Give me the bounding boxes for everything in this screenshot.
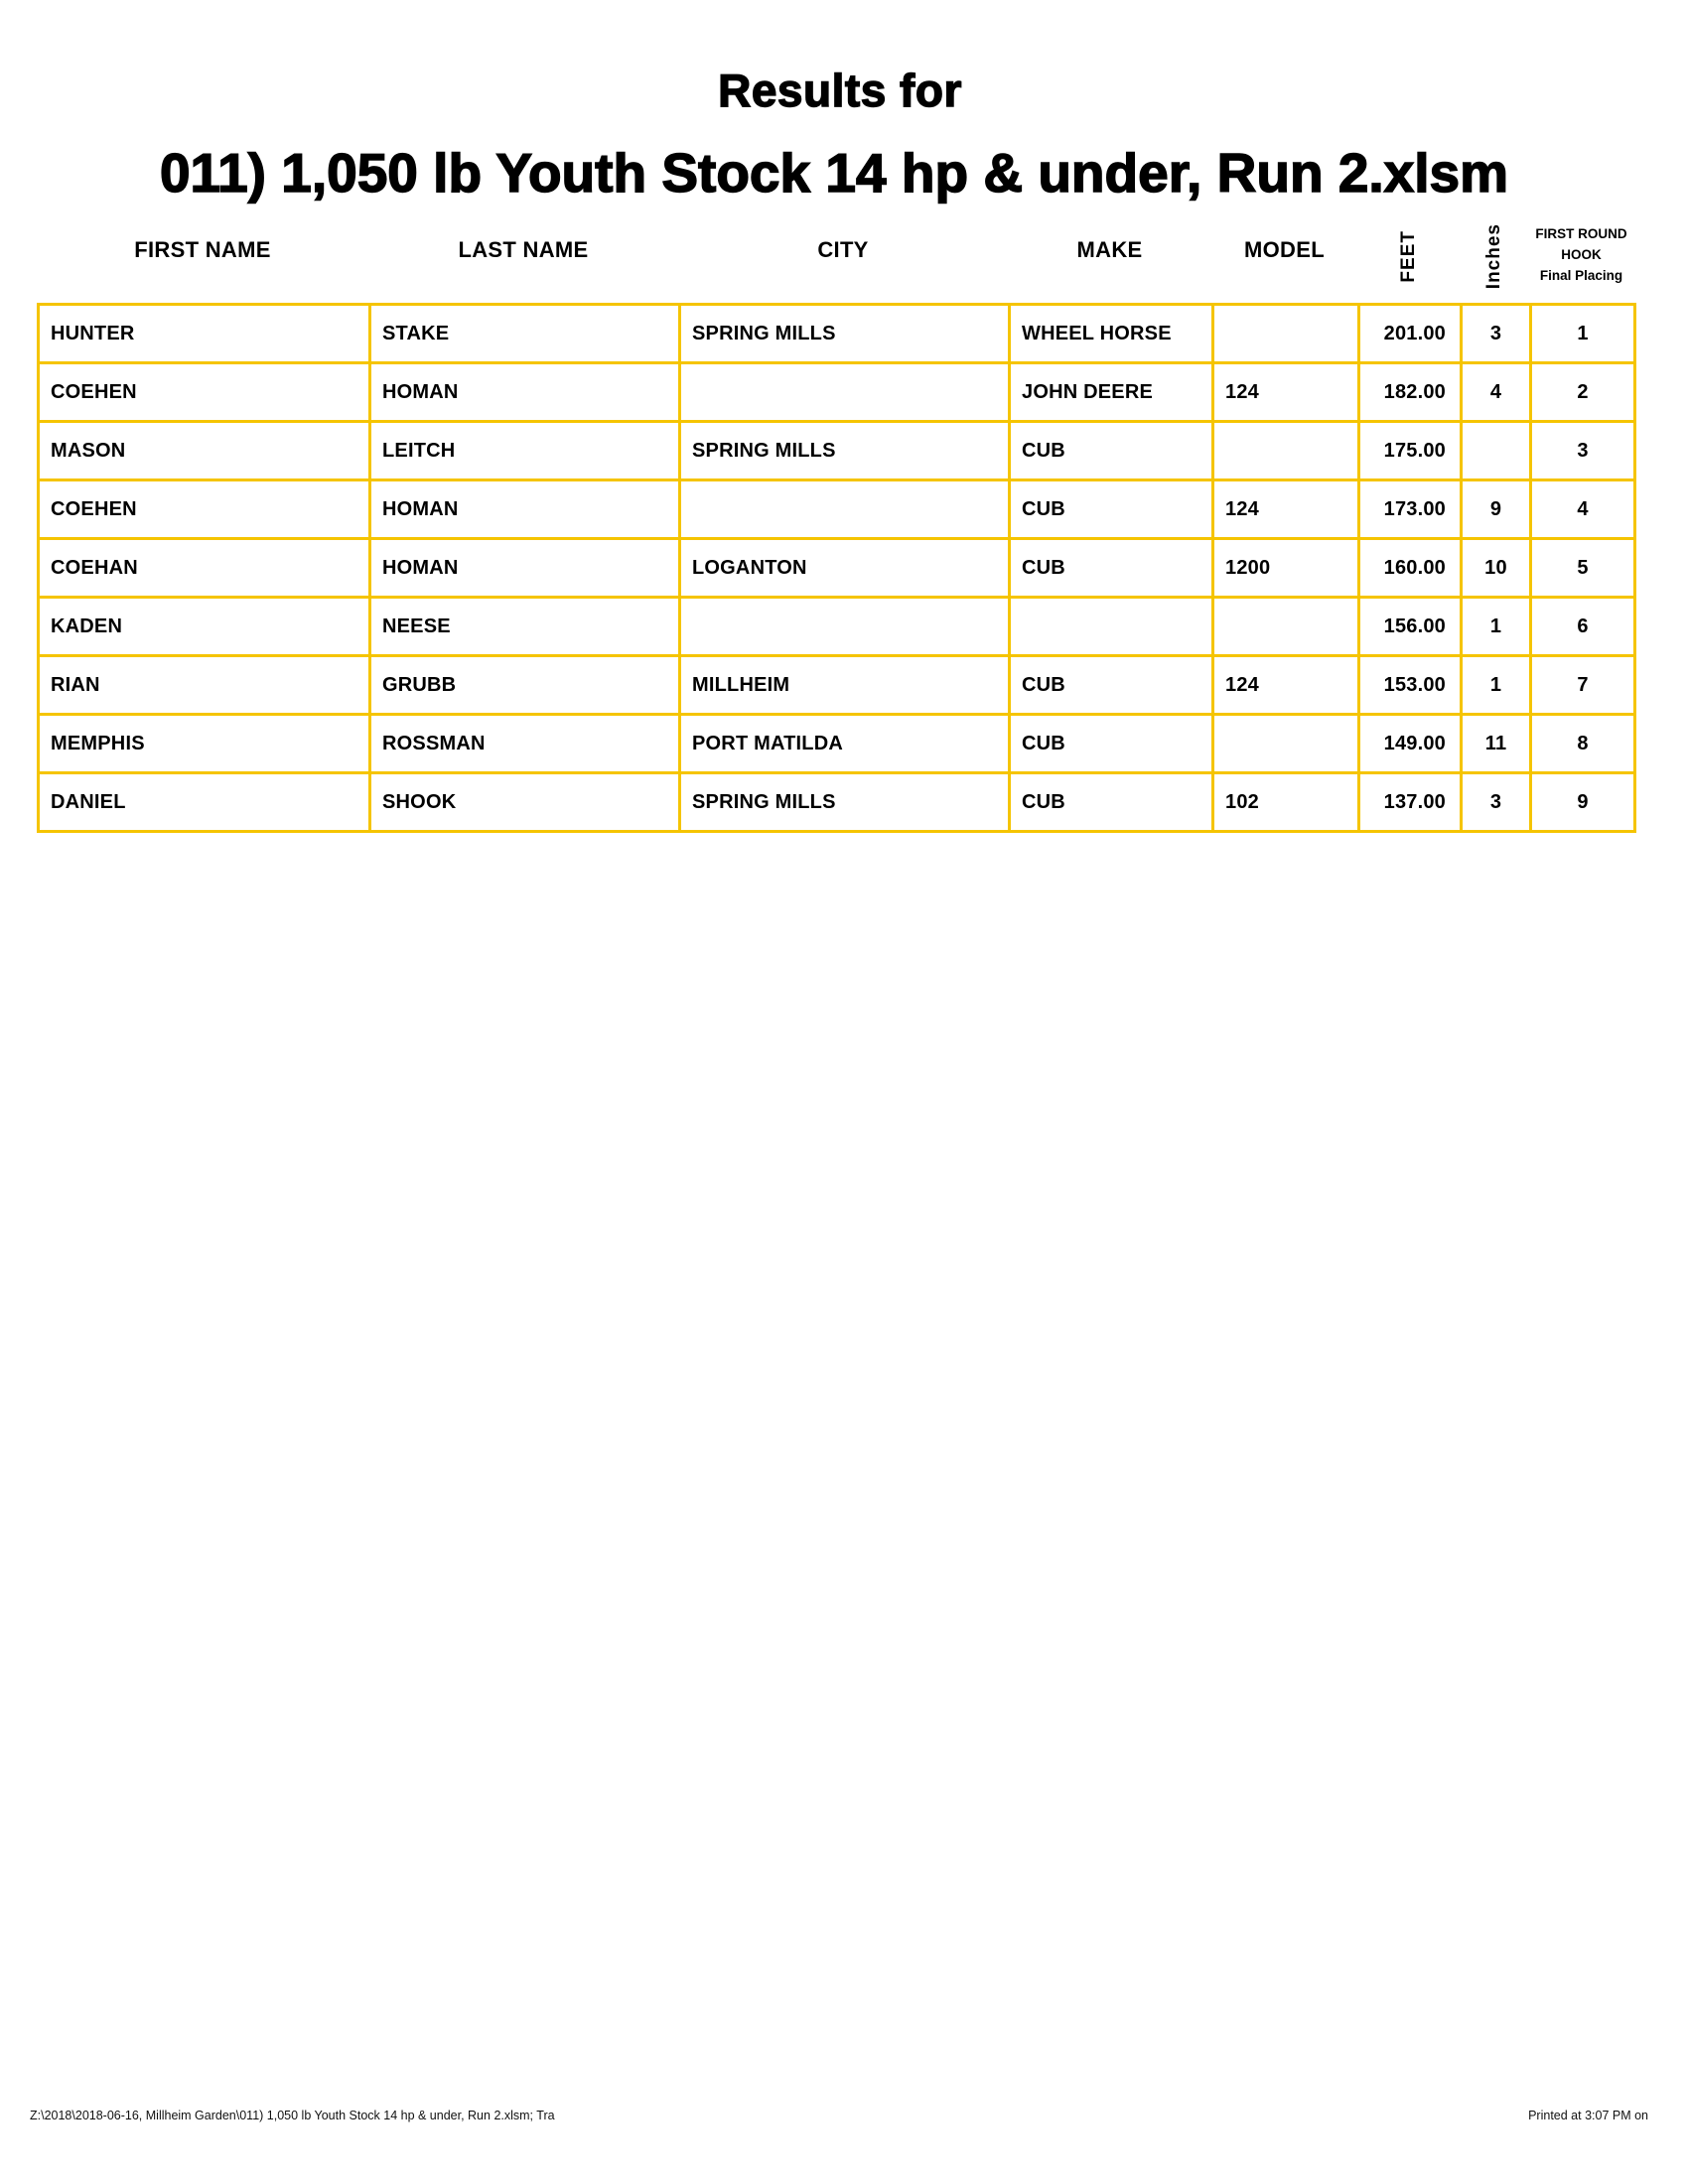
make-cell: [1010, 598, 1213, 656]
page-title: Results for: [718, 65, 962, 116]
placing-cell: 5: [1531, 539, 1635, 598]
table-row: [39, 715, 1635, 773]
column-header-city: CITY: [817, 237, 869, 262]
inches-cell: 11: [1462, 715, 1531, 773]
column-header-hook-line2: HOOK: [1561, 247, 1602, 263]
make-cell: CUB: [1010, 715, 1213, 773]
last-name-cell: NEESE: [370, 598, 680, 656]
placing-cell: 8: [1531, 715, 1635, 773]
city-cell: LOGANTON: [680, 539, 1010, 598]
column-header-row: [37, 194, 1633, 303]
table-row: [39, 598, 1635, 656]
first-name-cell: COEHEN: [39, 363, 370, 422]
inches-cell: [1462, 422, 1531, 480]
model-cell: [1213, 422, 1359, 480]
inches-cell: 9: [1462, 480, 1531, 539]
placing-cell: 2: [1531, 363, 1635, 422]
inches-cell: 4: [1462, 363, 1531, 422]
model-cell: 102: [1213, 773, 1359, 832]
feet-cell: 201.00: [1359, 305, 1462, 363]
model-cell: 124: [1213, 480, 1359, 539]
table-row: [39, 305, 1635, 363]
feet-cell: 153.00: [1359, 656, 1462, 715]
make-cell: CUB: [1010, 480, 1213, 539]
city-cell: SPRING MILLS: [680, 422, 1010, 480]
make-cell: WHEEL HORSE: [1010, 305, 1213, 363]
inches-cell: 1: [1462, 598, 1531, 656]
feet-cell: 137.00: [1359, 773, 1462, 832]
model-cell: 1200: [1213, 539, 1359, 598]
feet-cell: 182.00: [1359, 363, 1462, 422]
report-file-title: 011) 1,050 lb Youth Stock 14 hp & under, Run 2.xlsm: [159, 142, 1509, 204]
footer-printed-timestamp: Printed at 3:07 PM on: [1528, 2109, 1648, 2122]
inches-cell: 10: [1462, 539, 1531, 598]
last-name-cell: LEITCH: [370, 422, 680, 480]
column-header-make: MAKE: [1076, 237, 1143, 262]
placing-cell: 4: [1531, 480, 1635, 539]
city-cell: SPRING MILLS: [680, 773, 1010, 832]
model-cell: [1213, 598, 1359, 656]
first-name-cell: MASON: [39, 422, 370, 480]
city-cell: PORT MATILDA: [680, 715, 1010, 773]
model-cell: [1213, 715, 1359, 773]
make-cell: CUB: [1010, 422, 1213, 480]
table-row: [39, 656, 1635, 715]
city-cell: [680, 363, 1010, 422]
first-name-cell: DANIEL: [39, 773, 370, 832]
column-header-inches: Inches: [1483, 222, 1504, 289]
first-name-cell: RIAN: [39, 656, 370, 715]
column-header-hook-line3: Final Placing: [1539, 268, 1623, 284]
make-cell: CUB: [1010, 773, 1213, 832]
table-row: [39, 480, 1635, 539]
model-cell: 124: [1213, 363, 1359, 422]
model-cell: 124: [1213, 656, 1359, 715]
first-name-cell: KADEN: [39, 598, 370, 656]
feet-cell: 160.00: [1359, 539, 1462, 598]
last-name-cell: ROSSMAN: [370, 715, 680, 773]
results-table: [37, 303, 1636, 833]
inches-cell: 3: [1462, 773, 1531, 832]
city-cell: [680, 480, 1010, 539]
make-cell: CUB: [1010, 656, 1213, 715]
feet-cell: 173.00: [1359, 480, 1462, 539]
city-cell: [680, 598, 1010, 656]
column-header-hook-line1: FIRST ROUND: [1535, 226, 1627, 242]
column-header-last-name: LAST NAME: [458, 237, 589, 262]
last-name-cell: HOMAN: [370, 539, 680, 598]
placing-cell: 3: [1531, 422, 1635, 480]
table-row: [39, 422, 1635, 480]
last-name-cell: STAKE: [370, 305, 680, 363]
table-row: [39, 539, 1635, 598]
first-name-cell: MEMPHIS: [39, 715, 370, 773]
last-name-cell: HOMAN: [370, 363, 680, 422]
placing-cell: 1: [1531, 305, 1635, 363]
first-name-cell: COEHAN: [39, 539, 370, 598]
table-row: [39, 363, 1635, 422]
feet-cell: 149.00: [1359, 715, 1462, 773]
make-cell: CUB: [1010, 539, 1213, 598]
inches-cell: 1: [1462, 656, 1531, 715]
model-cell: [1213, 305, 1359, 363]
table-row: [39, 773, 1635, 832]
last-name-cell: SHOOK: [370, 773, 680, 832]
column-header-first-name: FIRST NAME: [134, 237, 271, 262]
inches-cell: 3: [1462, 305, 1531, 363]
last-name-cell: HOMAN: [370, 480, 680, 539]
feet-cell: 156.00: [1359, 598, 1462, 656]
make-cell: JOHN DEERE: [1010, 363, 1213, 422]
feet-cell: 175.00: [1359, 422, 1462, 480]
column-header-feet: FEET: [1397, 230, 1419, 283]
placing-cell: 7: [1531, 656, 1635, 715]
city-cell: MILLHEIM: [680, 656, 1010, 715]
city-cell: SPRING MILLS: [680, 305, 1010, 363]
placing-cell: 9: [1531, 773, 1635, 832]
first-name-cell: COEHEN: [39, 480, 370, 539]
placing-cell: 6: [1531, 598, 1635, 656]
first-name-cell: HUNTER: [39, 305, 370, 363]
column-header-final-placing: [1535, 224, 1626, 287]
last-name-cell: GRUBB: [370, 656, 680, 715]
column-header-model: MODEL: [1244, 237, 1325, 262]
footer-file-path: Z:\2018\2018-06-16, Millheim Garden\011) 1,050 lb Youth Stock 14 hp & under, Run 2.xlsm; Tra: [30, 2109, 555, 2122]
